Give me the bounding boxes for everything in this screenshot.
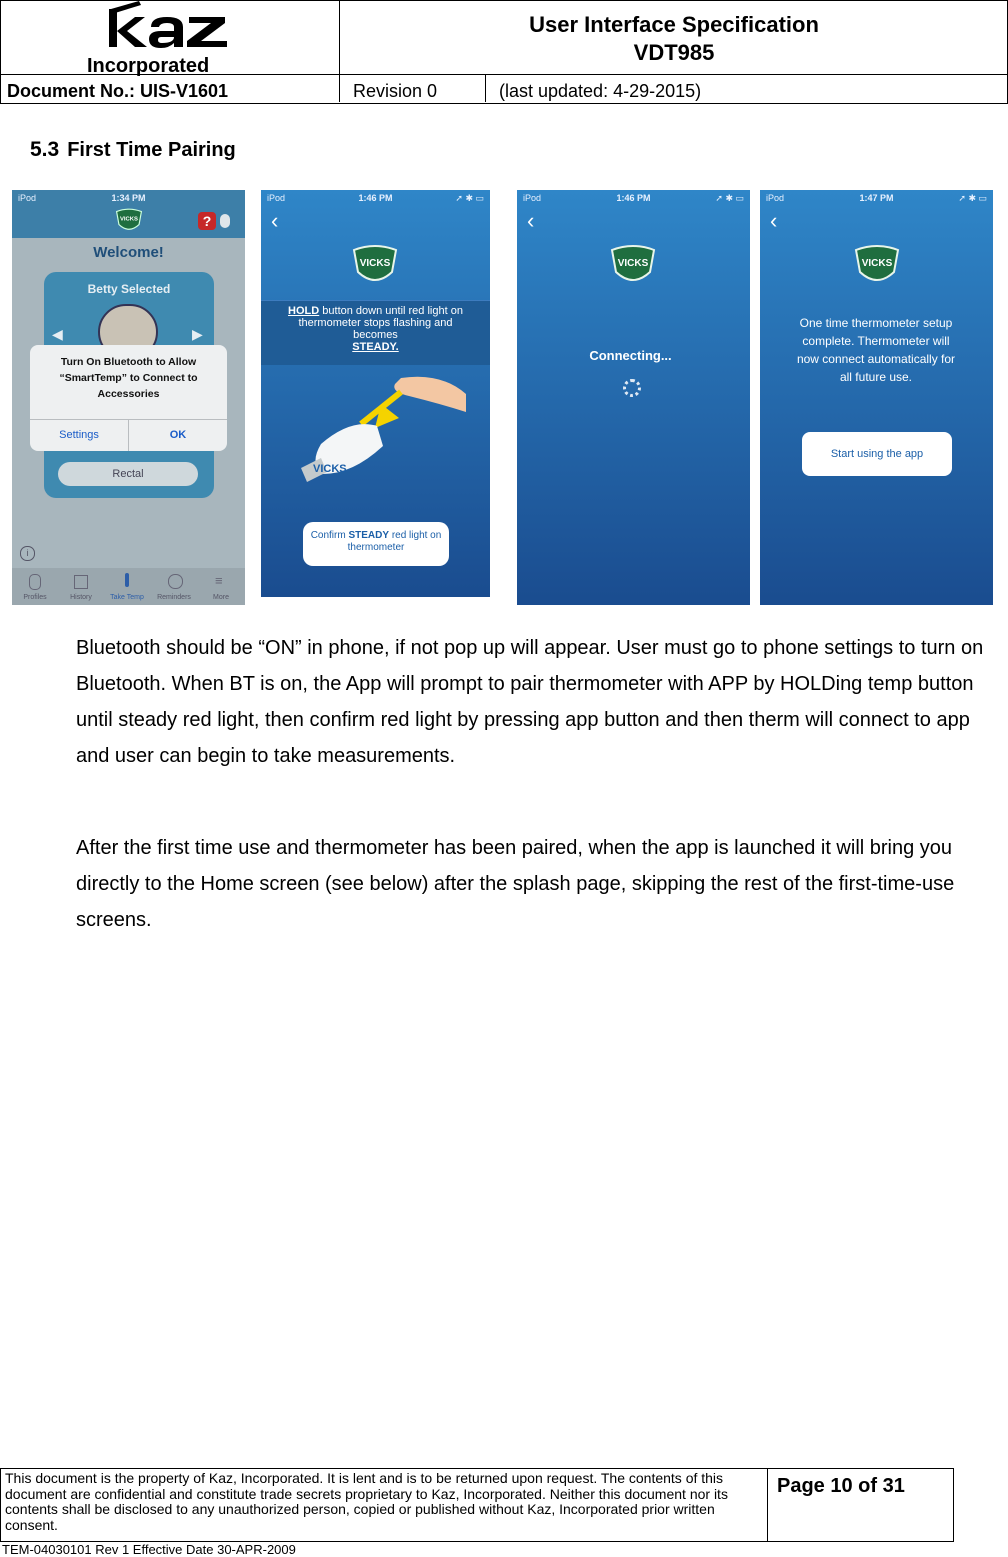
svg-text:VICKS: VICKS	[119, 216, 139, 223]
profile-name: Betty Selected	[87, 282, 171, 296]
svg-text:VICKS: VICKS	[617, 258, 649, 269]
start-using-app-button[interactable]: Start using the app	[802, 432, 952, 476]
alert-settings-button[interactable]: Settings	[59, 429, 99, 441]
confirm-steady-button[interactable]: Confirm STEADY red light on thermometer	[303, 522, 449, 566]
history-icon	[74, 575, 88, 589]
bluetooth-icon	[220, 214, 230, 228]
vicks-logo	[852, 244, 902, 288]
svg-text:VICKS: VICKS	[359, 258, 391, 269]
confidentiality-notice: This document is the property of Kaz, Incorporated. It is lent and is to be returned upon request. The contents of this document are confidential and constitute trade secrets proprietary to Kaz, Incorporated. Neither this document nor its contents shall be disclosed to any unauthorized person, copied or published without Kaz, Incorporated prior written consent.	[5, 1470, 728, 1533]
menu-icon: ≡	[215, 573, 223, 588]
revision: Revision 0	[353, 81, 438, 101]
rectal-button[interactable]: Rectal	[58, 462, 198, 486]
thermometer-illustration	[291, 374, 471, 504]
paragraph-after-pairing: After the first time use and thermometer has been paired, when the app is launched it will bring you directly to the Home screen (see below) after the splash page, skipping the rest of the first-time-use screens.	[76, 837, 955, 931]
help-icon[interactable]: ?	[198, 212, 216, 230]
tab-bar	[12, 568, 245, 605]
company-name: Incorporated	[87, 55, 210, 77]
paragraph-bluetooth: Bluetooth should be “ON” in phone, if not pop up will appear. User must go to phone settings to turn on Bluetooth. When BT is on, the App will prompt to pair thermometer with APP by HOLDing temp button until steady red light, then confirm red light by pressing app button and then therm will connect to app and user can begin to take measurements.	[76, 637, 984, 767]
alert-message: Turn On Bluetooth to Allow “SmartTemp” to Connect to Accessories	[59, 356, 198, 400]
steady-label: STEADY.	[352, 341, 399, 353]
instruction-banner	[261, 300, 490, 365]
tab-reminders[interactable]: Reminders	[157, 594, 191, 601]
bluetooth-alert	[30, 345, 227, 451]
document-title: User Interface Specification VDT985	[529, 12, 819, 65]
back-chevron-icon[interactable]: ‹	[527, 208, 535, 233]
screenshot-connecting: iPod 1:46 PM ➚ ✱ ▭ ‹ VICKS Connecting...	[517, 190, 750, 605]
info-icon[interactable]: i	[20, 546, 35, 561]
svg-text:VICKS: VICKS	[861, 258, 893, 269]
hold-label: HOLD	[288, 305, 320, 317]
next-profile-icon[interactable]: ▶	[192, 326, 203, 342]
tab-profiles[interactable]: Profiles	[23, 594, 47, 601]
document-header	[0, 0, 1008, 104]
vicks-logo	[114, 208, 144, 234]
loading-spinner-icon	[623, 379, 641, 397]
vicks-logo	[350, 244, 400, 288]
setup-complete-message: One time thermometer setup complete. Thermometer will now connect automatically for all future use.	[796, 316, 956, 384]
screenshot-hold-button: iPod 1:46 PM ➚ ✱ ▭ ‹ VICKS HOLD button down until red light on thermometer stops flashing and becomes STEADY. VICKS Confirm STEADY red light on thermometer	[261, 190, 490, 597]
tab-take-temp[interactable]: Take Temp	[110, 594, 144, 601]
screenshot-setup-complete: iPod 1:47 PM ➚ ✱ ▭ ‹ VICKS One time thermometer setup complete. Thermometer will now connect automatically for all future use. Start using the app	[760, 190, 993, 605]
thermometer-icon	[125, 573, 129, 587]
document-footer	[0, 1468, 954, 1542]
vicks-logo	[608, 244, 658, 288]
connecting-text: Connecting...	[589, 348, 672, 363]
welcome-title: Welcome!	[93, 244, 164, 261]
kaz-logo	[99, 1, 241, 53]
section-heading: 5.3 First Time Pairing	[30, 138, 236, 161]
tab-more[interactable]: More	[213, 594, 229, 601]
screenshot-bluetooth-alert: iPod 1:34 PM VICKS ? Welcome! Betty Selected ◀ ▶ Turn On Bluetooth to Allow “SmartTemp” to Connect to Accessories Settings OK Rectal i Profiles History Take Temp Reminders More ≡	[12, 190, 245, 605]
prev-profile-icon[interactable]: ◀	[52, 326, 63, 342]
template-id: TEM-04030101 Rev 1 Effective Date 30-APR-2009	[2, 1542, 296, 1557]
back-chevron-icon[interactable]: ‹	[271, 208, 279, 233]
page-number: Page 10 of 31	[777, 1475, 905, 1497]
alert-ok-button[interactable]: OK	[169, 429, 187, 441]
clock-icon	[168, 574, 183, 589]
back-chevron-icon[interactable]: ‹	[770, 208, 778, 233]
profiles-icon	[29, 574, 41, 590]
hold-instruction: button down until red light on thermometer stops flashing and becomes	[298, 305, 463, 341]
svg-text:VICKS: VICKS	[313, 463, 347, 475]
last-updated: (last updated: 4-29-2015)	[499, 81, 702, 101]
document-number: Document No.: UIS-V1601	[7, 81, 229, 101]
tab-history[interactable]: History	[70, 594, 92, 601]
